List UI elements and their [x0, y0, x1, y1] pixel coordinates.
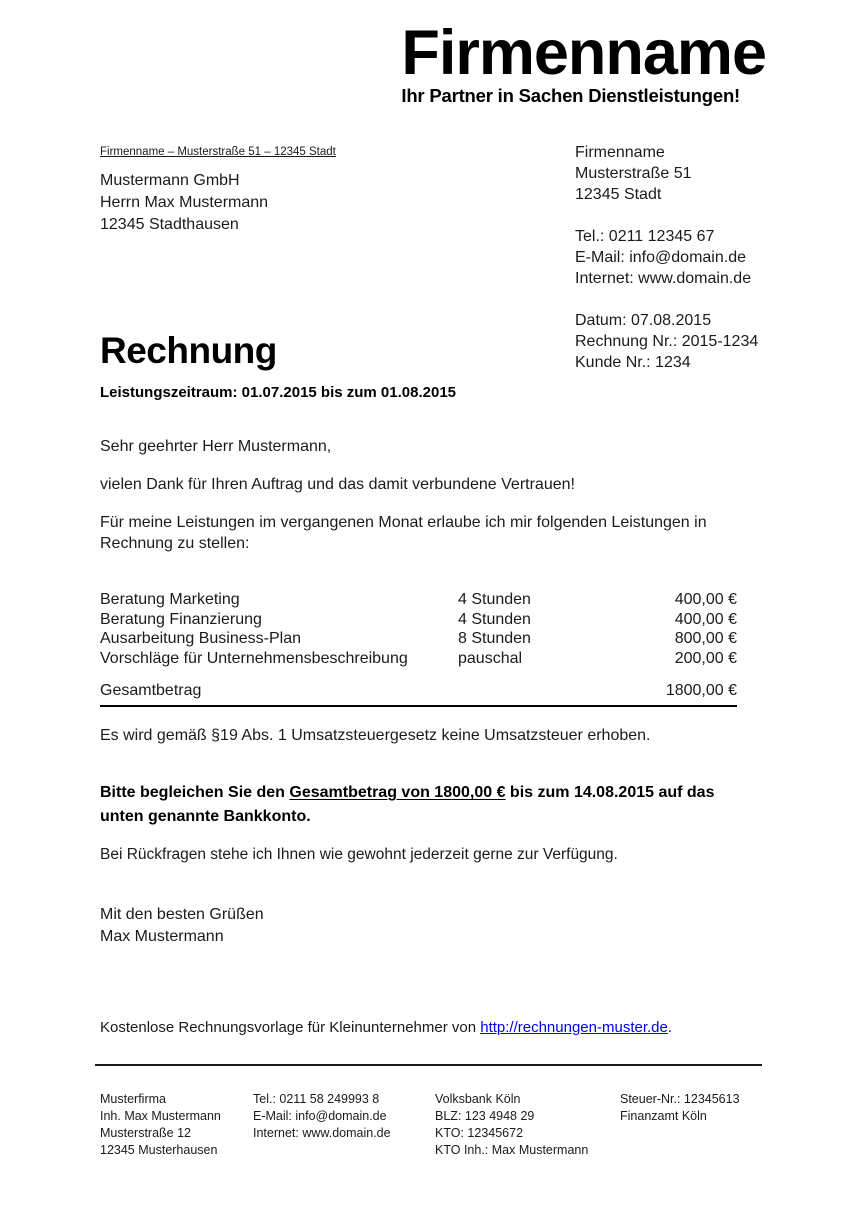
- footer-bank-account: KTO: 12345672: [435, 1126, 524, 1140]
- payment-instruction-underlined-total: Gesamtbetrag von 1800,00 €: [289, 784, 506, 801]
- footer-contact-column: [253, 1091, 391, 1142]
- footer-website: Internet: www.domain.de: [253, 1126, 391, 1140]
- company-address-group: [575, 142, 758, 205]
- recipient-name: Herrn Max Mustermann: [100, 194, 269, 211]
- company-info-block: [575, 142, 758, 373]
- item-quantity: 4 Stunden: [458, 610, 531, 628]
- availability-note: Bei Rückfragen stehe ich Ihnen wie gewohnt jederzeit gerne zur Verfügung.: [100, 846, 618, 863]
- company-logo: [401, 18, 766, 107]
- page-title: Rechnung: [100, 330, 277, 371]
- item-amount: 200,00 €: [674, 649, 737, 667]
- footer-company-city: 12345 Musterhausen: [100, 1143, 218, 1157]
- footer-tax-column: [620, 1091, 740, 1125]
- invoice-number: Rechnung Nr.: 2015-1234: [575, 333, 759, 350]
- recipient-address: [100, 170, 268, 236]
- invoice-items-table: [100, 590, 737, 668]
- footer-phone: Tel.: 0211 58 249993 8: [253, 1092, 380, 1106]
- company-name: Firmenname: [575, 144, 665, 161]
- item-amount: 400,00 €: [674, 591, 737, 608]
- closing-greeting: Mit den besten Grüßen: [100, 906, 264, 923]
- closing-block: [100, 904, 264, 948]
- company-phone: Tel.: 0211 12345 67: [575, 228, 715, 245]
- invoice-item-row: [100, 649, 737, 669]
- closing-sender-name: Max Mustermann: [100, 928, 224, 945]
- footer-company-name: Musterfirma: [100, 1092, 166, 1106]
- total-row: [100, 682, 737, 707]
- footer-email: E-Mail: info@domain.de: [253, 1109, 387, 1123]
- customer-number: Kunde Nr.: 1234: [575, 354, 691, 371]
- footer-tax-number: Steuer-Nr.: 12345613: [620, 1092, 740, 1106]
- invoice-date: Datum: 07.08.2015: [575, 312, 712, 329]
- item-quantity: 4 Stunden: [458, 591, 531, 608]
- template-attribution-period: .: [667, 1019, 673, 1036]
- footer-company-column: [100, 1091, 221, 1159]
- company-city: 12345 Stadt: [575, 186, 662, 203]
- sender-return-address-line: Firmenname – Musterstraße 51 – 12345 Stadt: [100, 146, 336, 158]
- template-attribution: [100, 1019, 672, 1036]
- recipient-city: 12345 Stadthausen: [100, 216, 239, 233]
- total-label: Gesamtbetrag: [100, 682, 202, 699]
- item-amount: 800,00 €: [674, 630, 737, 647]
- item-quantity: pauschal: [458, 649, 523, 667]
- company-street: Musterstraße 51: [575, 165, 692, 182]
- attribution-link[interactable]: http://rechnungen-muster.de: [480, 1019, 668, 1036]
- invoice-item-row: [100, 629, 737, 649]
- footer-bank-holder: KTO Inh.: Max Mustermann: [435, 1143, 589, 1157]
- intro-paragraph: Für meine Leistungen im vergangenen Monat erlaube ich mir folgenden Leistungen in Rechnung zu stellen:: [100, 514, 707, 552]
- footer-company-owner: Inh. Max Mustermann: [100, 1109, 221, 1123]
- invoice-item-row: [100, 590, 737, 610]
- thanks-line: vielen Dank für Ihren Auftrag und das damit verbundene Vertrauen!: [100, 476, 575, 493]
- footer-bank-column: [435, 1091, 588, 1159]
- company-website: Internet: www.domain.de: [575, 270, 752, 287]
- item-description: Ausarbeitung Business-Plan: [100, 630, 302, 647]
- service-period: Leistungszeitraum: 01.07.2015 bis zum 01.08.2015: [100, 384, 457, 401]
- footer-bank-name: Volksbank Köln: [435, 1092, 521, 1106]
- salutation: Sehr geehrter Herr Mustermann,: [100, 438, 332, 455]
- invoice-meta-group: [575, 310, 758, 373]
- item-quantity: 8 Stunden: [458, 630, 531, 647]
- footer-bank-blz: BLZ: 123 4948 29: [435, 1109, 535, 1123]
- recipient-company: Mustermann GmbH: [100, 172, 240, 189]
- payment-instruction: [100, 781, 758, 829]
- footer-company-street: Musterstraße 12: [100, 1126, 192, 1140]
- template-attribution-text: Kostenlose Rechnungsvorlage für Kleinunternehmer von: [100, 1019, 481, 1036]
- company-logo-name: Firmenname: [401, 18, 766, 88]
- invoice-item-row: [100, 610, 737, 630]
- payment-instruction-prefix: Bitte begleichen Sie den: [100, 784, 290, 801]
- item-description: Vorschläge für Unternehmensbeschreibung: [100, 649, 408, 667]
- company-logo-tagline: Ihr Partner in Sachen Dienstleistungen!: [401, 85, 741, 106]
- payment-instruction-suffix: bis zum 14.08.2015 auf das unten genannte Bankkonto.: [100, 784, 715, 825]
- item-description: Beratung Marketing: [100, 591, 240, 608]
- footer-tax-office: Finanzamt Köln: [620, 1109, 707, 1123]
- company-email: E-Mail: info@domain.de: [575, 249, 746, 266]
- company-contact-group: [575, 226, 758, 289]
- item-amount: 400,00 €: [674, 610, 737, 628]
- total-amount: 1800,00 €: [665, 682, 737, 699]
- tax-exemption-note: Es wird gemäß §19 Abs. 1 Umsatzsteuergesetz keine Umsatzsteuer erhoben.: [100, 727, 651, 744]
- footer-divider: [95, 1064, 762, 1066]
- item-description: Beratung Finanzierung: [100, 610, 262, 628]
